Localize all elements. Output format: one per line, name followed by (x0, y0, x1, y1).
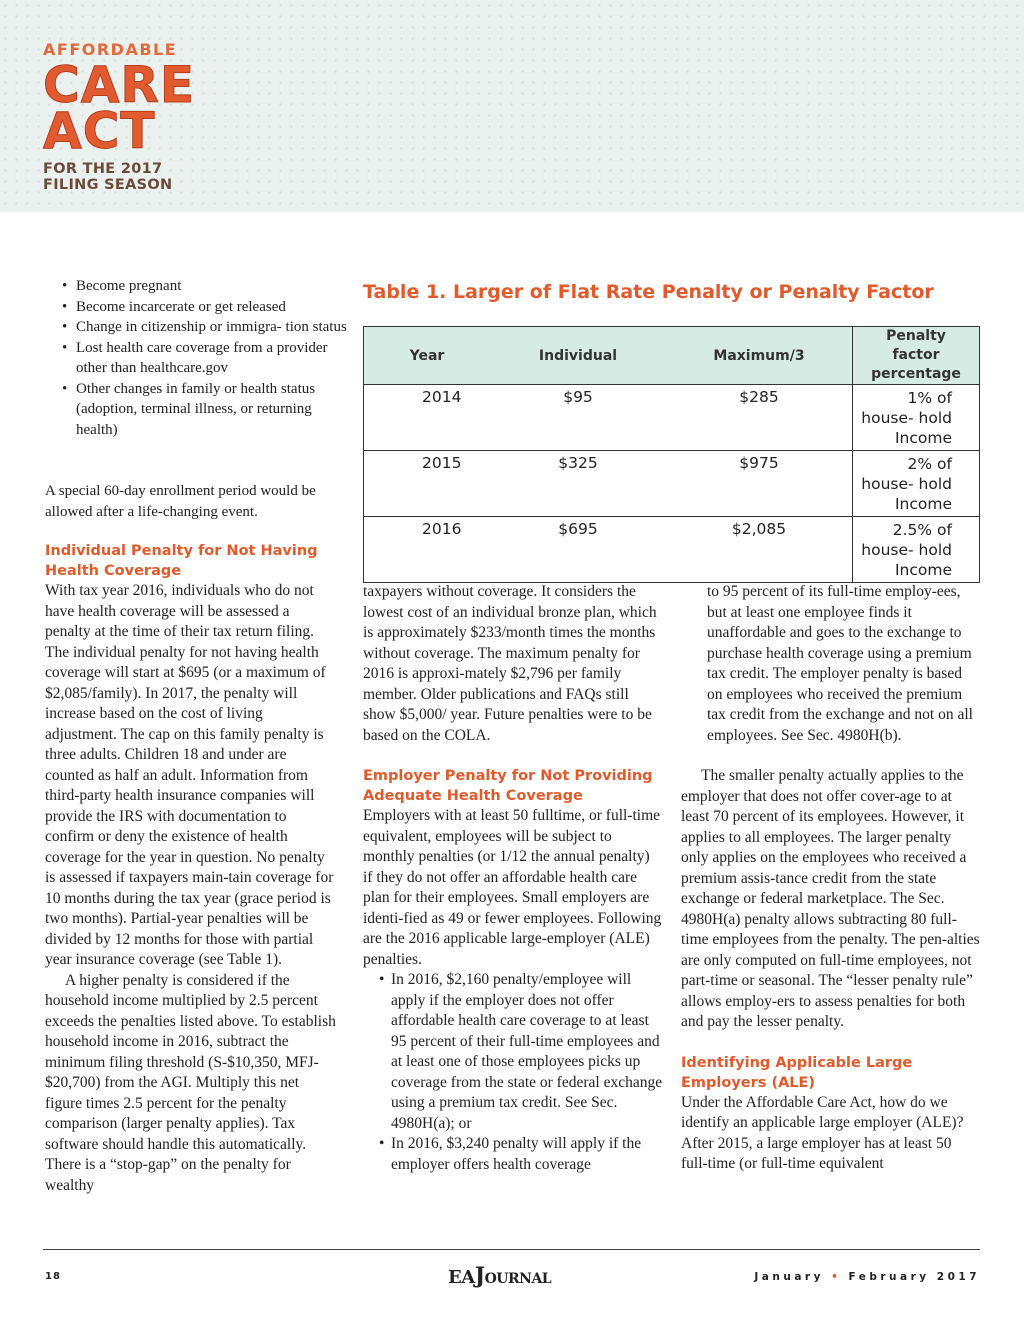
cell-individual: $695 (490, 517, 666, 583)
brand-ea: EA (448, 1267, 475, 1288)
list-item: • Become incarcerate or get released (62, 297, 352, 318)
list-item: • Lost health care coverage from a provider other than healthcare.gov (62, 338, 352, 379)
cell-maximum: $285 (666, 385, 853, 451)
cell-individual: $95 (490, 385, 666, 451)
col-individual: Individual (490, 327, 666, 385)
paragraph: to 95 percent of its full-time employ-ees, but at least one employee finds it unaffordable and goes to the exchange to purchase health coverage using a premium tax credit. The employer penalty is based on employees who received the premium tax credit from the exchange and not on all employees. See Sec. 4980H(b). (707, 583, 973, 744)
issue-date (754, 1271, 980, 1283)
special-enrollment-text: A special 60-day enrollment period would be allowed after a life-changing event. (45, 483, 316, 520)
logo-line-1: AFFORDABLE (43, 40, 178, 59)
table-header-row (364, 327, 980, 385)
paragraph: The smaller penalty actually applies to the employer that does not offer cover-age to at least 70 percent of its employees. However, it applies to all employees. The larger penalty only applies on the employees who received a premium assis-tance credit from the state exchange or federal marketplace. The Sec. 4980H(a) penalty allows subtracting 80 full-time employees from the penalty. The pen-alties are only computed on full-time employees, not part-time or seasonal. The “lesser penalty rule” allows employ-ers to assess penalties for both and pay the lesser penalty. (681, 767, 980, 1030)
penalty-table (363, 326, 980, 583)
paragraph: With tax year 2016, individuals who do not have health coverage will be assessed a penalty at the time of their tax return filing. The individual penalty for not having health coverage will start at $695 (or a maximum of $2,085/family). In 2017, the penalty will increase based on the cost of living adjustment. The cap on this family penalty is three adults. Children 18 and under are counted as half an adult. Information from third-party health insurance companies will provide the IRS with documentation to confirm or deny the existence of health coverage for the year in question. No penalty is assessed if taxpayers main-tain coverage for 10 months during the tax year (grace period is two months). Partial-year penalties will be divided by 12 months for those with partial year insurance coverage (see Table 1). (45, 582, 334, 968)
cell-year: 2016 (364, 517, 491, 583)
table-row (364, 451, 980, 517)
table-row (364, 385, 980, 451)
logo-line-5: FILING SEASON (43, 176, 173, 193)
section-heading-identifying-ale: Identifying Applicable Large Employers (ALE) (681, 1054, 913, 1091)
col-maximum: Maximum/3 (666, 327, 853, 385)
cell-penalty-factor: 1% of house- hold Income (853, 385, 980, 451)
list-item: • Other changes in family or health status (adoption, terminal illness, or returning health) (62, 379, 352, 441)
date-left: January (754, 1271, 824, 1283)
footer-divider (43, 1249, 980, 1250)
table-row (364, 517, 980, 583)
cell-maximum: $975 (666, 451, 853, 517)
list-item: • Change in citizenship or immigra- tion status (62, 317, 352, 338)
page-number: 18 (45, 1271, 61, 1282)
logo-line-2: CARE (43, 56, 196, 114)
list-item: • Become pregnant (62, 276, 352, 297)
list-item-text: In 2016, $3,240 penalty will apply if the employer offers health coverage (391, 1135, 642, 1173)
date-separator: • (831, 1271, 842, 1283)
paragraph: A higher penalty is considered if the household income multiplied by 2.5 percent exceeds the penalties listed above. To establish household income in 2016, subtract the minimum filing threshold (S-$10,350, MFJ- $20,700) from the AGI. Multiply this net figure times 2.5 percent for the penalty comparison (larger penalty applies). Tax software should handle this automatically. There is a “stop-gap” on the penalty for wealthy (45, 971, 336, 1194)
cell-penalty-factor: 2% of house- hold Income (853, 451, 980, 517)
list-item: • In 2016, $2,160 penalty/employee will apply if the employer does not offer affordable health care coverage to at least 95 percent of their full-time employees and at least one of those employees picks up coverage from the state or federal exchange using a premium tax credit. See Sec. 4980H(a); or (379, 971, 663, 1132)
employer-penalty-bullets (363, 970, 663, 1175)
cell-maximum: $2,085 (666, 517, 853, 583)
cell-individual: $325 (490, 451, 666, 517)
list-item-text: In 2016, $2,160 penalty/employee will apply if the employer does not offer affordable health care coverage to at least 95 percent of their full-time employees and at least one of those employees picks up coverage from the state or federal exchange using a premium tax credit. See Sec. 4980H(a); or (391, 971, 663, 1132)
section-heading-employer-penalty: Employer Penalty for Not Providing Adequate Health Coverage (363, 768, 653, 804)
life-event-bullets (62, 276, 352, 440)
cell-penalty-factor: 2.5% of house- hold Income (853, 517, 980, 583)
aca-logo (43, 40, 196, 193)
section-heading-individual-penalty: Individual Penalty for Not Having Health Coverage (45, 543, 318, 579)
date-right: February 2017 (848, 1271, 980, 1283)
column-2 (363, 582, 663, 1175)
table-title: Table 1. Larger of Flat Rate Penalty or Penalty Factor (363, 281, 934, 303)
logo-line-4: FOR THE 2017 (43, 161, 163, 177)
column-3 (681, 582, 981, 1175)
cell-year: 2015 (364, 451, 491, 517)
logo-line-3: ACT (43, 102, 156, 160)
paragraph: taxpayers without coverage. It considers the lowest cost of an individual bronze plan, which is approximately $233/month times the months without coverage. The maximum penalty for 2016 is approxi-mately $2,796 per family member. Older publications and FAQs still show $5,000/ year. Future penalties were to be based on the COLA. (363, 583, 657, 744)
col-year: Year (364, 327, 491, 385)
col-penalty-factor: Penalty factor percentage (853, 327, 980, 385)
paragraph: Under the Affordable Care Act, how do we identify an applicable large employer (ALE)? After 2015, a large employer has at least 50 full-time (or full-time equivalent (681, 1093, 964, 1172)
ea-journal-logo (448, 1263, 551, 1289)
list-item: • In 2016, $3,240 penalty will apply if the employer offers health coverage (379, 1135, 642, 1173)
paragraph: Employers with at least 50 fulltime, or full-time equivalent, employees will be subject to monthly penalties (or 1/12 the annual penalty) if they do not offer an affordable health care plan for their employees. Small employers are identi-fied as 49 or fewer employees. Following are the 2016 applicable large-employer (ALE) penalties. (363, 807, 662, 968)
column-1 (45, 541, 337, 1196)
cell-year: 2014 (364, 385, 491, 451)
brand-rest: OURNAL (484, 1271, 552, 1287)
brand-j: J (474, 1263, 485, 1289)
